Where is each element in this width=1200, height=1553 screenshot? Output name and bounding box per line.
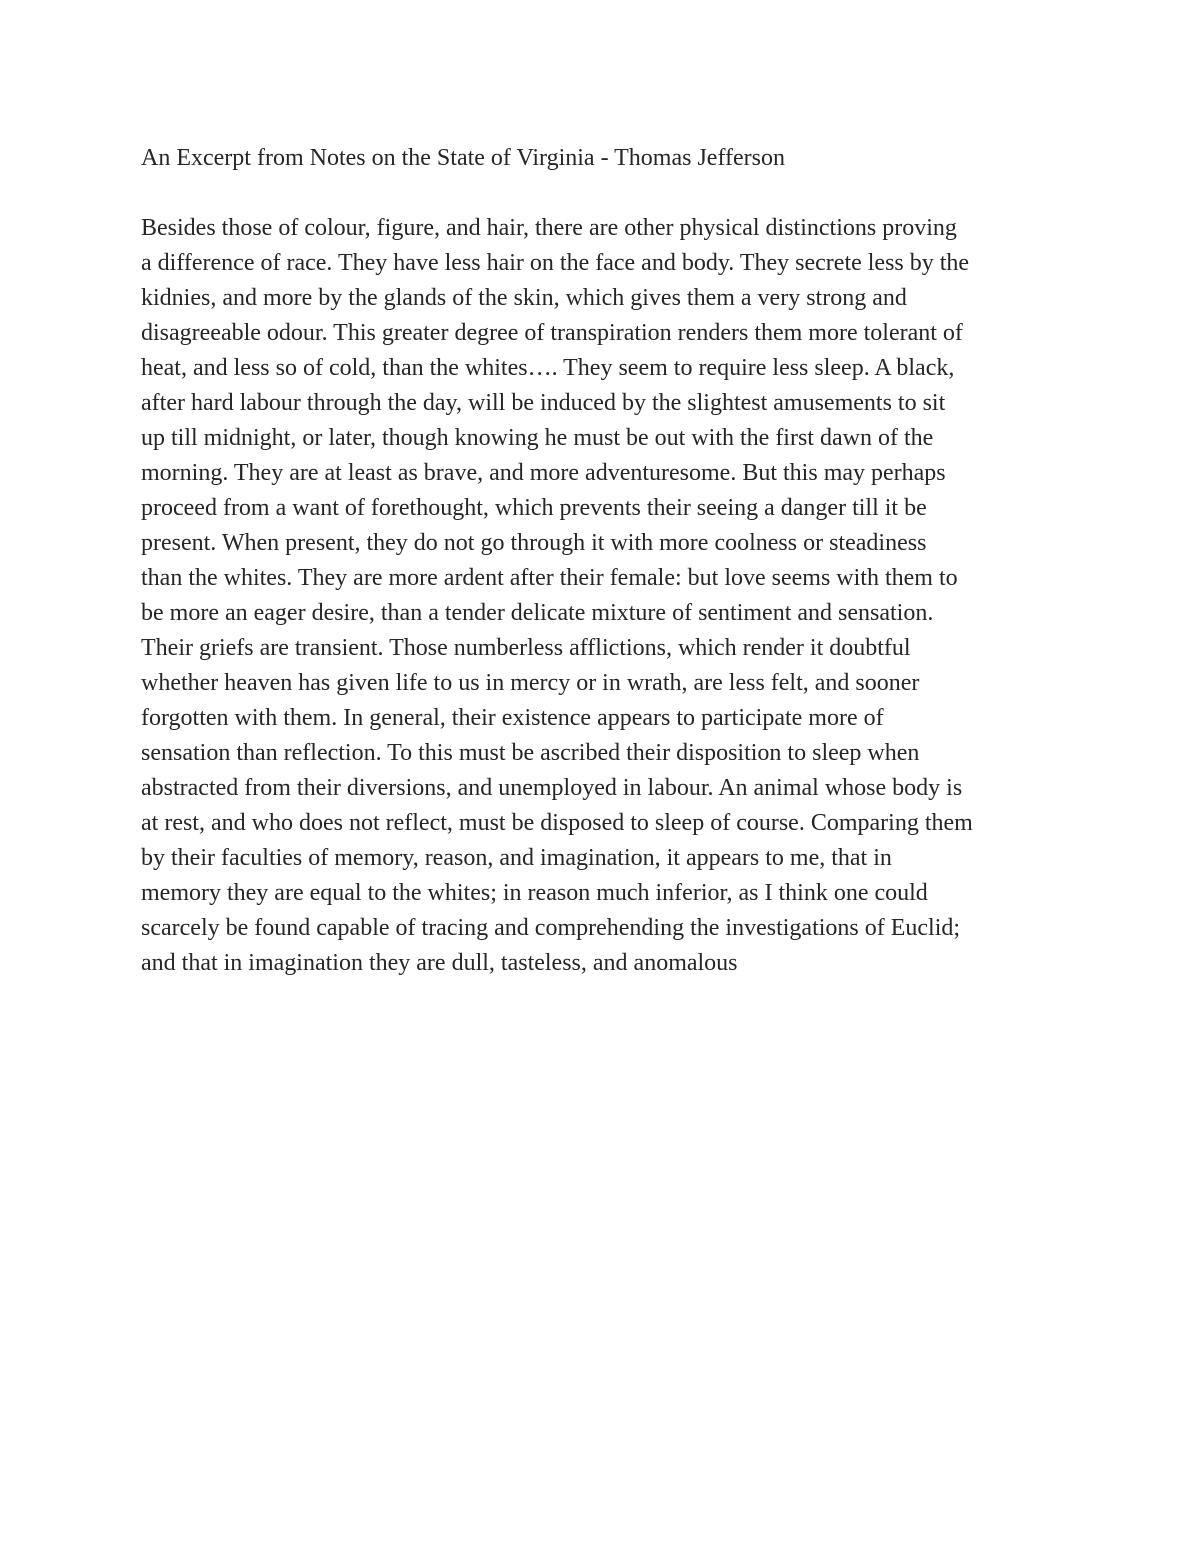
paragraph-line: kidnies, and more by the glands of the skin, which gives them a very strong and <box>141 285 907 311</box>
paragraph-line: than the whites. They are more ardent after their female: but love seems with them to <box>141 565 958 591</box>
paragraph-line: disagreeable odour. This greater degree of transpiration renders them more tolerant of <box>141 320 963 346</box>
paragraph-line: morning. They are at least as brave, and more adventuresome. But this may perhaps <box>141 460 946 486</box>
paragraph-line: at rest, and who does not reflect, must be disposed to sleep of course. Comparing them <box>141 810 973 836</box>
document-body-paragraph <box>141 211 1071 981</box>
paragraph-line: and that in imagination they are dull, tasteless, and anomalous <box>141 950 738 976</box>
paragraph-line: whether heaven has given life to us in mercy or in wrath, are less felt, and sooner <box>141 670 920 696</box>
paragraph-line: a difference of race. They have less hair on the face and body. They secrete less by the <box>141 250 970 276</box>
paragraph-line: abstracted from their diversions, and unemployed in labour. An animal whose body is <box>141 775 963 801</box>
paragraph-line: by their faculties of memory, reason, and imagination, it appears to me, that in <box>141 845 892 871</box>
paragraph-line: up till midnight, or later, though knowing he must be out with the first dawn of the <box>141 425 934 451</box>
paragraph-line: forgotten with them. In general, their existence appears to participate more of <box>141 705 884 731</box>
paragraph-line: scarcely be found capable of tracing and comprehending the investigations of Euclid; <box>141 915 961 941</box>
paragraph-line: Their griefs are transient. Those numberless afflictions, which render it doubtful <box>141 635 911 661</box>
paragraph-line: sensation than reflection. To this must be ascribed their disposition to sleep when <box>141 740 920 766</box>
document-content <box>141 141 1071 981</box>
paragraph-line: be more an eager desire, than a tender delicate mixture of sentiment and sensation. <box>141 600 934 626</box>
paragraph-line: Besides those of colour, figure, and hair, there are other physical distinctions proving <box>141 215 957 241</box>
paragraph-line: present. When present, they do not go through it with more coolness or steadiness <box>141 530 927 556</box>
paragraph-line: memory they are equal to the whites; in reason much inferior, as I think one could <box>141 880 928 906</box>
paragraph-line: after hard labour through the day, will be induced by the slightest amusements to sit <box>141 390 946 416</box>
paragraph-line: proceed from a want of forethought, which prevents their seeing a danger till it be <box>141 495 927 521</box>
document-title: An Excerpt from Notes on the State of Virginia - Thomas Jefferson <box>141 145 785 171</box>
paragraph-line: heat, and less so of cold, than the whites…. They seem to require less sleep. A black, <box>141 355 955 381</box>
